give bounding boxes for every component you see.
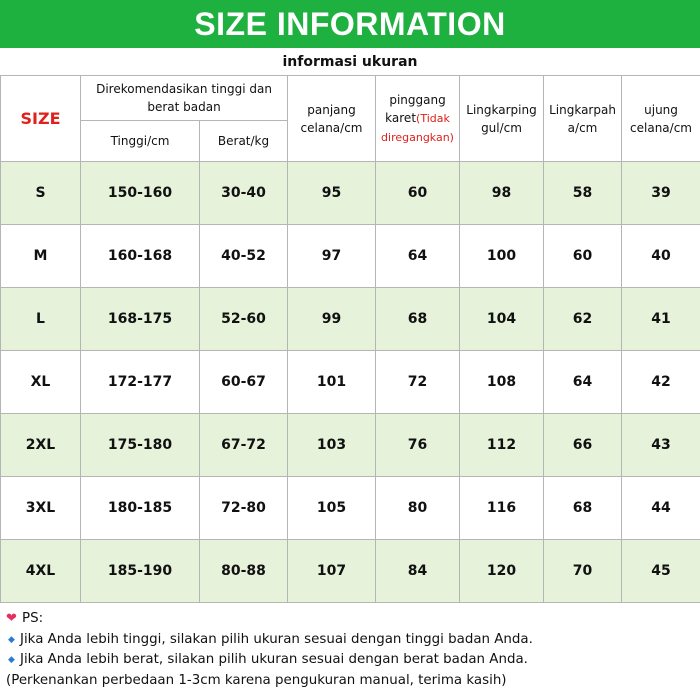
cell-hem: 41 bbox=[622, 288, 700, 351]
note-text: Jika Anda lebih tinggi, silakan pilih ukuran sesuai dengan tinggi badan Anda. bbox=[20, 631, 533, 647]
cell-hem: 39 bbox=[622, 162, 700, 225]
table-row bbox=[1, 162, 700, 225]
table-row bbox=[1, 414, 700, 477]
cell-hem: 40 bbox=[622, 225, 700, 288]
diamond-icon: ◆ bbox=[8, 634, 15, 645]
cell-hip: 116 bbox=[460, 477, 544, 540]
cell-thigh: 60 bbox=[544, 225, 622, 288]
table-row bbox=[1, 540, 700, 603]
cell-hip: 98 bbox=[460, 162, 544, 225]
cell-hem: 45 bbox=[622, 540, 700, 603]
cell-weight: 67-72 bbox=[200, 414, 288, 477]
header-length: panjang celana/cm bbox=[288, 76, 376, 162]
note-item bbox=[6, 671, 696, 692]
cell-waist: 80 bbox=[376, 477, 460, 540]
cell-length: 99 bbox=[288, 288, 376, 351]
cell-length: 97 bbox=[288, 225, 376, 288]
cell-height: 150-160 bbox=[81, 162, 200, 225]
header-waist-main: pinggang karet bbox=[385, 92, 446, 125]
cell-size: S bbox=[1, 162, 81, 225]
table-row bbox=[1, 225, 700, 288]
cell-height: 180-185 bbox=[81, 477, 200, 540]
cell-waist: 76 bbox=[376, 414, 460, 477]
cell-thigh: 68 bbox=[544, 477, 622, 540]
cell-hem: 43 bbox=[622, 414, 700, 477]
cell-weight: 40-52 bbox=[200, 225, 288, 288]
cell-size: XL bbox=[1, 351, 81, 414]
cell-weight: 30-40 bbox=[200, 162, 288, 225]
cell-height: 185-190 bbox=[81, 540, 200, 603]
cell-size: L bbox=[1, 288, 81, 351]
cell-waist: 68 bbox=[376, 288, 460, 351]
cell-thigh: 70 bbox=[544, 540, 622, 603]
header-waist-note: (Tidak diregangkan) bbox=[381, 111, 454, 144]
cell-weight: 60-67 bbox=[200, 351, 288, 414]
header-thigh: Lingkarpah a/cm bbox=[544, 76, 622, 162]
cell-hem: 42 bbox=[622, 351, 700, 414]
cell-waist: 64 bbox=[376, 225, 460, 288]
header-hem: ujung celana/cm bbox=[622, 76, 700, 162]
cell-length: 105 bbox=[288, 477, 376, 540]
header-recommended: Direkomendasikan tinggi dan berat badan bbox=[81, 76, 288, 121]
table-row bbox=[1, 477, 700, 540]
notes-section bbox=[6, 609, 696, 691]
title-banner bbox=[0, 0, 700, 48]
cell-thigh: 62 bbox=[544, 288, 622, 351]
header-size: SIZE bbox=[1, 76, 81, 162]
cell-hip: 120 bbox=[460, 540, 544, 603]
cell-waist: 60 bbox=[376, 162, 460, 225]
cell-hip: 112 bbox=[460, 414, 544, 477]
header-weight: Berat/kg bbox=[200, 121, 288, 162]
page-title: SIZE INFORMATION bbox=[194, 5, 506, 42]
ps-line bbox=[6, 609, 696, 630]
cell-height: 172-177 bbox=[81, 351, 200, 414]
note-text: Jika Anda lebih berat, silakan pilih ukuran sesuai dengan berat badan Anda. bbox=[20, 652, 528, 667]
cell-size: 4XL bbox=[1, 540, 81, 603]
cell-length: 101 bbox=[288, 351, 376, 414]
diamond-icon: ◆ bbox=[8, 655, 15, 665]
cell-hip: 108 bbox=[460, 351, 544, 414]
header-waist bbox=[376, 76, 460, 162]
note-text: (Perkenankan perbedaan 1-3cm karena pengukuran manual, terima kasih) bbox=[6, 672, 507, 688]
cell-size: 2XL bbox=[1, 414, 81, 477]
cell-thigh: 66 bbox=[544, 414, 622, 477]
ps-label: PS: bbox=[22, 611, 44, 626]
cell-waist: 72 bbox=[376, 351, 460, 414]
cell-size: 3XL bbox=[1, 477, 81, 540]
note-item bbox=[6, 630, 696, 651]
cell-weight: 72-80 bbox=[200, 477, 288, 540]
cell-hip: 100 bbox=[460, 225, 544, 288]
cell-thigh: 64 bbox=[544, 351, 622, 414]
cell-height: 160-168 bbox=[81, 225, 200, 288]
cell-weight: 52-60 bbox=[200, 288, 288, 351]
header-height: Tinggi/cm bbox=[81, 121, 200, 162]
cell-hip: 104 bbox=[460, 288, 544, 351]
cell-length: 107 bbox=[288, 540, 376, 603]
cell-height: 168-175 bbox=[81, 288, 200, 351]
cell-height: 175-180 bbox=[81, 414, 200, 477]
cell-waist: 84 bbox=[376, 540, 460, 603]
table-row bbox=[1, 351, 700, 414]
cell-thigh: 58 bbox=[544, 162, 622, 225]
cell-size: M bbox=[1, 225, 81, 288]
cell-length: 103 bbox=[288, 414, 376, 477]
header-hip: Lingkarping gul/cm bbox=[460, 76, 544, 162]
table-row bbox=[1, 288, 700, 351]
heart-icon: ❤ bbox=[6, 611, 17, 626]
cell-weight: 80-88 bbox=[200, 540, 288, 603]
note-item bbox=[6, 650, 696, 671]
cell-length: 95 bbox=[288, 162, 376, 225]
page-subtitle: informasi ukuran bbox=[282, 54, 418, 70]
cell-hem: 44 bbox=[622, 477, 700, 540]
size-table bbox=[0, 75, 700, 603]
